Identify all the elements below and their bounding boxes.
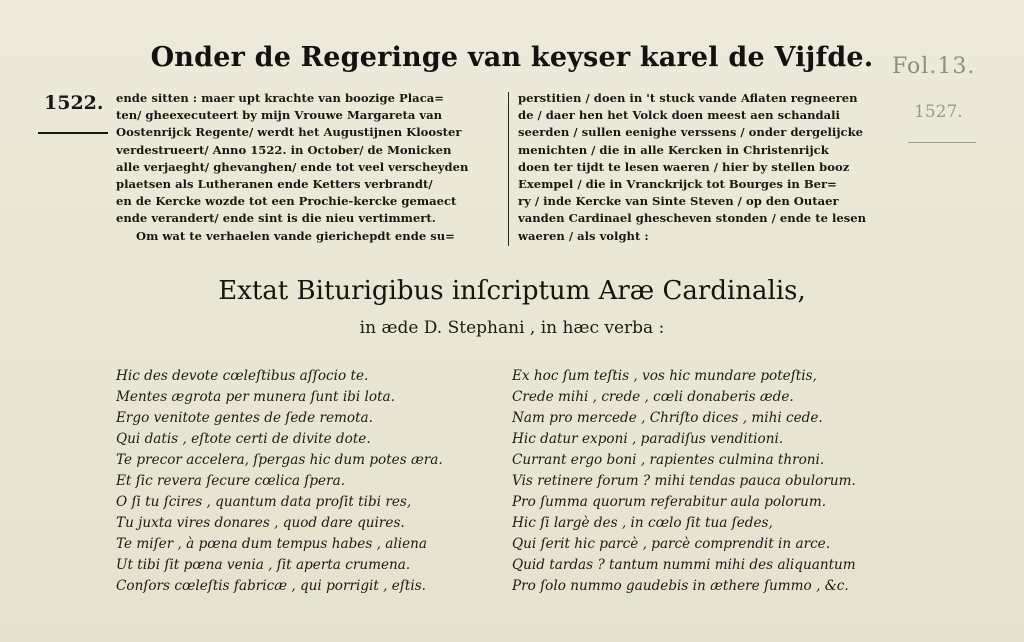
verse-line: Currant ergo boni , rapientes culmina throni.: [512, 452, 825, 468]
verse-line: Ex hoc ſum teſtis , vos hic mundare poteſtis,: [512, 368, 817, 384]
text-line: plaetsen als Lutheranen ende Ketters verbrandt/: [116, 177, 433, 192]
page-heading: Onder de Regeringe van keyser karel de Vijfde.: [150, 42, 874, 73]
text-line: Oostenrijck Regente/ werdt het Augustijnen Klooster: [116, 125, 462, 140]
text-line: en de Kercke wozde tot een Prochie-kercke gemaect: [116, 194, 457, 209]
verse-left-column: [116, 366, 476, 597]
verse-line: Nam pro mercede , Chriſto dices , mihi cede.: [512, 410, 823, 426]
verse-line: Ut tibi ſit pœna venia , ſit aperta crumena.: [116, 557, 411, 573]
verse-line: Pro ſumma quorum referabitur aula polorum.: [512, 494, 827, 510]
text-line: ten/ gheexecuteert by mijn Vrouwe Margareta van: [116, 108, 443, 123]
text-line: vanden Cardinael ghescheven stonden / ende te lesen: [518, 211, 867, 226]
verse-line: O ſi tu ſcires , quantum data proſit tibi res,: [116, 494, 412, 510]
verse-line: Qui datis , eſtote certi de divite dote.: [116, 431, 371, 447]
margin-year-left: 1522.: [44, 92, 104, 114]
verse-line: Qui ſerit hic parcè , parcè comprendit in arce.: [512, 536, 831, 552]
text-line: menichten / die in alle Kercken in Christenrijck: [518, 142, 829, 157]
folio-number: Fol.13.: [892, 54, 976, 79]
text-line: de / daer hen het Volck doen meest aen schandali: [518, 108, 840, 123]
left-text-column: [116, 90, 502, 245]
verse-line: Mentes ægrota per munera ſunt ibi lota.: [116, 389, 395, 405]
right-text-column: [518, 90, 902, 245]
text-line: ry / inde Kercke van Sinte Steven / op den Outaer: [518, 194, 839, 209]
text-line: ende verandert/ ende sint is die nieu vertimmert.: [116, 211, 436, 226]
verse-line: Hic des devote cœleſtibus aſſocio te.: [116, 368, 369, 384]
verse-line: Tu juxta vires donares , quod dare quires.: [116, 515, 405, 531]
verse-line: Et ſic revera ſecure cœlica ſpera.: [116, 473, 346, 489]
text-line: Exempel / die in Vranckrijck tot Bourges in Ber=: [518, 177, 837, 192]
verse-line: Hic datur exponi , paradiſus venditioni.: [512, 431, 784, 447]
text-line: alle verjaeght/ ghevanghen/ ende tot veel verscheyden: [116, 159, 469, 174]
verse-line: Ergo venitote gentes de ſede remota.: [116, 410, 373, 426]
text-line: perstitien / doen in 't stuck vande Aflaten regneeren: [518, 91, 858, 105]
text-line: seerden / sullen eenighe verssens / onder dergelijcke: [518, 125, 863, 140]
margin-year-right: 1527.: [914, 102, 963, 122]
verse-line: Te miſer , à pœna dum tempus habes , aliena: [116, 536, 427, 552]
margin-rule-left: [38, 132, 108, 134]
text-line: doen ter tijdt te lesen waeren / hier by stellen booz: [518, 159, 850, 174]
margin-rule-right: [908, 142, 976, 143]
latin-title: Extat Biturigibus inſcriptum Aræ Cardinalis,: [218, 276, 806, 306]
verse-line: Quid tardas ? tantum nummi mihi des aliquantum: [512, 557, 856, 573]
text-line: verdestrueert/ Anno 1522. in October/ de Monicken: [116, 142, 452, 157]
verse-line: Crede mihi , crede , cœli donaberis æde.: [512, 389, 794, 405]
text-line: ende sitten : maer upt krachte van boozige Placa=: [116, 91, 444, 105]
text-line: waeren / als volght :: [518, 228, 649, 243]
verse-line: Hic ſi largè des , in cœlo ſit tua ſedes,: [512, 515, 773, 531]
latin-subtitle: in æde D. Stephani , in hæc verba :: [359, 318, 665, 338]
verse-line: Conſors cœleſtis fabricæ , qui porrigit , eſtis.: [116, 578, 426, 594]
verse-line: Vis retinere forum ? mihi tendas pauca obulorum.: [512, 473, 856, 489]
text-line: Om wat te verhaelen vande gierichepdt ende su=: [136, 228, 455, 243]
verse-line: Te precor accelera, ſpergas hic dum potes æra.: [116, 452, 443, 468]
verse-line: Pro ſolo nummo gaudebis in æthere ſummo , &c.: [512, 578, 849, 594]
column-divider: [508, 92, 509, 246]
verse-right-column: [512, 366, 912, 597]
